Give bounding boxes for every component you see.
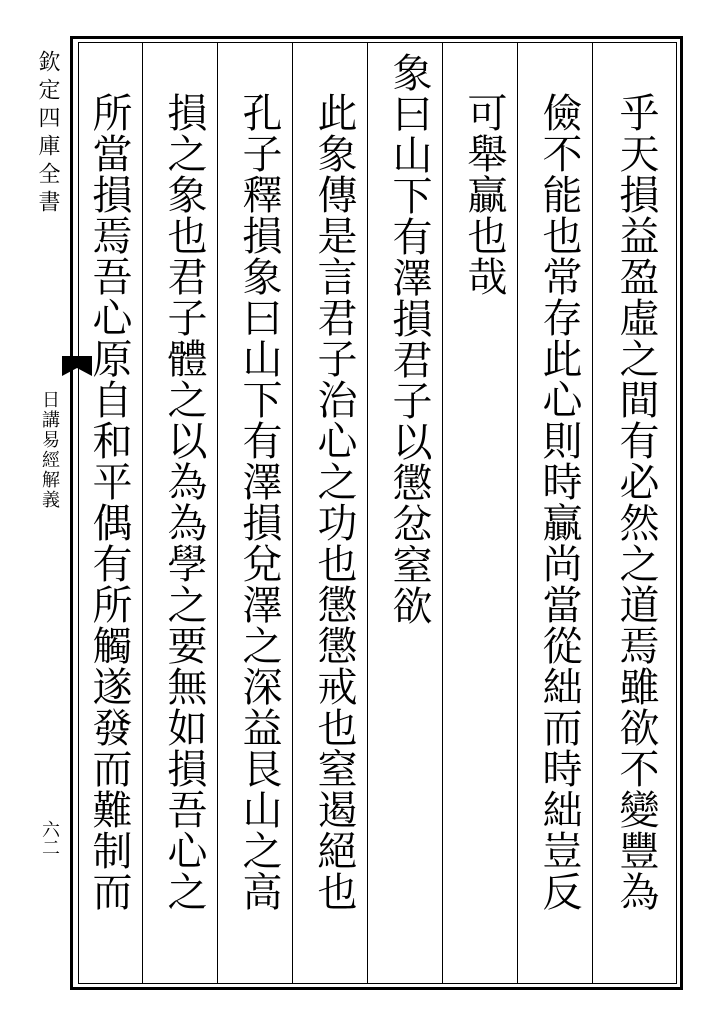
column-rule — [367, 42, 368, 984]
column-rule — [292, 42, 293, 984]
column-rule — [142, 42, 143, 984]
text-column-7: 損之象也君子體之以為為學之要無如損吾心之 — [161, 92, 207, 912]
column-rule — [517, 42, 518, 984]
text-column-4: 象曰山下有澤損君子以懲忿窒欲 — [386, 52, 432, 626]
page-number: 六二 — [39, 820, 60, 856]
text-column-2: 儉不能也常存此心則時贏尚當從絀而時絀豈反 — [536, 92, 582, 912]
book-title: 欽定四庫全書 — [35, 50, 60, 218]
page-margin — [28, 40, 68, 984]
text-column-3: 可舉贏也哉 — [461, 92, 507, 297]
column-rule — [442, 42, 443, 984]
text-column-5: 此象傳是言君子治心之功也懲懲戒也窒遏絕也 — [311, 92, 357, 912]
column-rule — [217, 42, 218, 984]
text-column-6: 孔子釋損象曰山下有澤損兌澤之深益艮山之高 — [236, 92, 282, 912]
volume-title: 日講易經解義 — [39, 390, 60, 510]
column-rule — [592, 42, 593, 984]
text-column-8: 所當損焉吾心原自和平偶有所觸遂發而難制而 — [86, 92, 132, 912]
text-column-1: 乎天損益盈虛之間有必然之道焉雖欲不變豐為 — [613, 92, 659, 912]
